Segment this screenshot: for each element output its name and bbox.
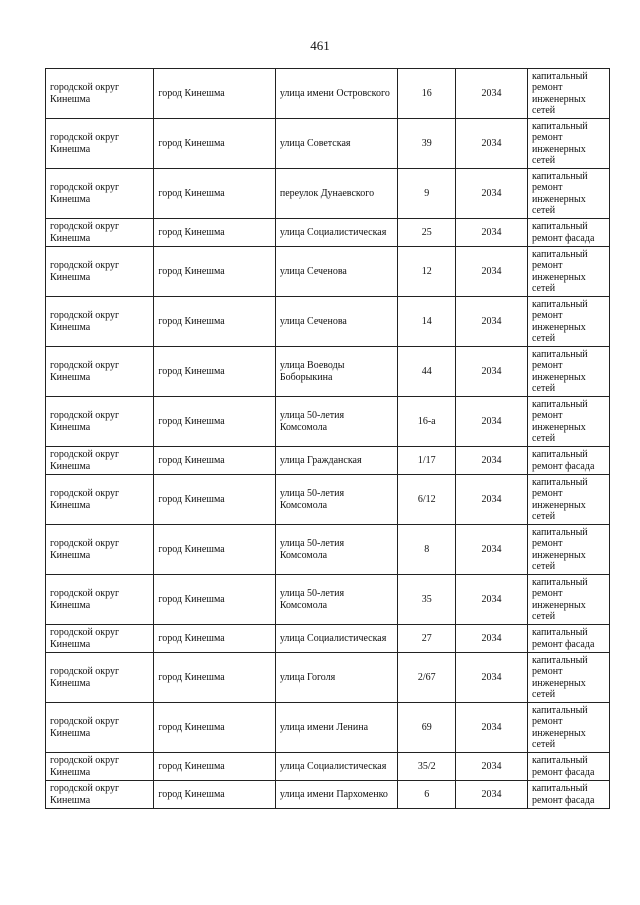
street-cell: улица 50-летия Комсомола <box>275 525 398 575</box>
district-cell: городской округ Кинешма <box>46 247 154 297</box>
street-cell: улица 50-летия Комсомола <box>275 575 398 625</box>
year-cell: 2034 <box>456 575 528 625</box>
city-cell: город Кинешма <box>154 347 276 397</box>
work-type-cell: капитальный ремонт инженерных сетей <box>527 525 609 575</box>
year-cell: 2034 <box>456 475 528 525</box>
year-cell: 2034 <box>456 625 528 653</box>
street-cell: улица Социалистическая <box>275 625 398 653</box>
city-cell: город Кинешма <box>154 475 276 525</box>
district-cell: городской округ Кинешма <box>46 653 154 703</box>
work-type-cell: капитальный ремонт инженерных сетей <box>527 475 609 525</box>
year-cell: 2034 <box>456 397 528 447</box>
city-cell: город Кинешма <box>154 625 276 653</box>
year-cell: 2034 <box>456 653 528 703</box>
city-cell: город Кинешма <box>154 297 276 347</box>
table-row <box>46 119 610 169</box>
house-number-cell: 2/67 <box>398 653 456 703</box>
street-cell: улица имени Пархоменко <box>275 781 398 809</box>
work-type-cell: капитальный ремонт фасада <box>527 781 609 809</box>
year-cell: 2034 <box>456 753 528 781</box>
house-number-cell: 14 <box>398 297 456 347</box>
street-cell: улица Советская <box>275 119 398 169</box>
house-number-cell: 69 <box>398 703 456 753</box>
house-number-cell: 39 <box>398 119 456 169</box>
city-cell: город Кинешма <box>154 753 276 781</box>
table-row <box>46 525 610 575</box>
work-type-cell: капитальный ремонт фасада <box>527 219 609 247</box>
house-number-cell: 27 <box>398 625 456 653</box>
table-row <box>46 69 610 119</box>
house-number-cell: 6/12 <box>398 475 456 525</box>
house-number-cell: 35 <box>398 575 456 625</box>
street-cell: улица имени Ленина <box>275 703 398 753</box>
table-row <box>46 653 610 703</box>
street-cell: улица Гражданская <box>275 447 398 475</box>
street-cell: улица Социалистическая <box>275 753 398 781</box>
district-cell: городской округ Кинешма <box>46 703 154 753</box>
page-number: 461 <box>310 38 330 53</box>
street-cell: улица Воеводы Боборыкина <box>275 347 398 397</box>
table-row <box>46 219 610 247</box>
year-cell: 2034 <box>456 69 528 119</box>
table-row <box>46 169 610 219</box>
year-cell: 2034 <box>456 781 528 809</box>
year-cell: 2034 <box>456 119 528 169</box>
work-type-cell: капитальный ремонт инженерных сетей <box>527 703 609 753</box>
district-cell: городской округ Кинешма <box>46 753 154 781</box>
city-cell: город Кинешма <box>154 575 276 625</box>
city-cell: город Кинешма <box>154 781 276 809</box>
street-cell: улица Сеченова <box>275 297 398 347</box>
district-cell: городской округ Кинешма <box>46 119 154 169</box>
house-number-cell: 16 <box>398 69 456 119</box>
house-number-cell: 9 <box>398 169 456 219</box>
work-type-cell: капитальный ремонт фасада <box>527 447 609 475</box>
table-row <box>46 781 610 809</box>
work-type-cell: капитальный ремонт фасада <box>527 625 609 653</box>
year-cell: 2034 <box>456 347 528 397</box>
table-row <box>46 753 610 781</box>
year-cell: 2034 <box>456 297 528 347</box>
district-cell: городской округ Кинешма <box>46 625 154 653</box>
house-number-cell: 6 <box>398 781 456 809</box>
city-cell: город Кинешма <box>154 653 276 703</box>
city-cell: город Кинешма <box>154 119 276 169</box>
table-row <box>46 347 610 397</box>
work-type-cell: капитальный ремонт инженерных сетей <box>527 169 609 219</box>
city-cell: город Кинешма <box>154 397 276 447</box>
table-row <box>46 297 610 347</box>
year-cell: 2034 <box>456 247 528 297</box>
house-number-cell: 1/17 <box>398 447 456 475</box>
house-number-cell: 12 <box>398 247 456 297</box>
district-cell: городской округ Кинешма <box>46 475 154 525</box>
table-row <box>46 625 610 653</box>
table-row <box>46 703 610 753</box>
work-type-cell: капитальный ремонт фасада <box>527 753 609 781</box>
district-cell: городской округ Кинешма <box>46 781 154 809</box>
year-cell: 2034 <box>456 219 528 247</box>
district-cell: городской округ Кинешма <box>46 69 154 119</box>
district-cell: городской округ Кинешма <box>46 169 154 219</box>
street-cell: улица 50-летия Комсомола <box>275 397 398 447</box>
street-cell: улица Гоголя <box>275 653 398 703</box>
work-type-cell: капитальный ремонт инженерных сетей <box>527 397 609 447</box>
table-row <box>46 247 610 297</box>
table-row <box>46 397 610 447</box>
city-cell: город Кинешма <box>154 247 276 297</box>
district-cell: городской округ Кинешма <box>46 575 154 625</box>
table-row <box>46 447 610 475</box>
street-cell: улица 50-летия Комсомола <box>275 475 398 525</box>
city-cell: город Кинешма <box>154 447 276 475</box>
house-number-cell: 44 <box>398 347 456 397</box>
street-cell: переулок Дунаевского <box>275 169 398 219</box>
district-cell: городской округ Кинешма <box>46 447 154 475</box>
work-type-cell: капитальный ремонт инженерных сетей <box>527 247 609 297</box>
house-number-cell: 16-а <box>398 397 456 447</box>
work-type-cell: капитальный ремонт инженерных сетей <box>527 347 609 397</box>
house-number-cell: 8 <box>398 525 456 575</box>
district-cell: городской округ Кинешма <box>46 525 154 575</box>
district-cell: городской округ Кинешма <box>46 297 154 347</box>
street-cell: улица имени Островского <box>275 69 398 119</box>
work-type-cell: капитальный ремонт инженерных сетей <box>527 575 609 625</box>
city-cell: город Кинешма <box>154 219 276 247</box>
district-cell: городской округ Кинешма <box>46 397 154 447</box>
city-cell: город Кинешма <box>154 525 276 575</box>
work-type-cell: капитальный ремонт инженерных сетей <box>527 297 609 347</box>
district-cell: городской округ Кинешма <box>46 219 154 247</box>
city-cell: город Кинешма <box>154 169 276 219</box>
house-number-cell: 25 <box>398 219 456 247</box>
city-cell: город Кинешма <box>154 703 276 753</box>
table-row <box>46 575 610 625</box>
year-cell: 2034 <box>456 447 528 475</box>
work-type-cell: капитальный ремонт инженерных сетей <box>527 119 609 169</box>
housing-repair-table <box>45 68 610 809</box>
work-type-cell: капитальный ремонт инженерных сетей <box>527 69 609 119</box>
district-cell: городской округ Кинешма <box>46 347 154 397</box>
table-row <box>46 475 610 525</box>
year-cell: 2034 <box>456 525 528 575</box>
street-cell: улица Социалистическая <box>275 219 398 247</box>
year-cell: 2034 <box>456 703 528 753</box>
table-body <box>46 69 610 809</box>
house-number-cell: 35/2 <box>398 753 456 781</box>
year-cell: 2034 <box>456 169 528 219</box>
street-cell: улица Сеченова <box>275 247 398 297</box>
work-type-cell: капитальный ремонт инженерных сетей <box>527 653 609 703</box>
city-cell: город Кинешма <box>154 69 276 119</box>
